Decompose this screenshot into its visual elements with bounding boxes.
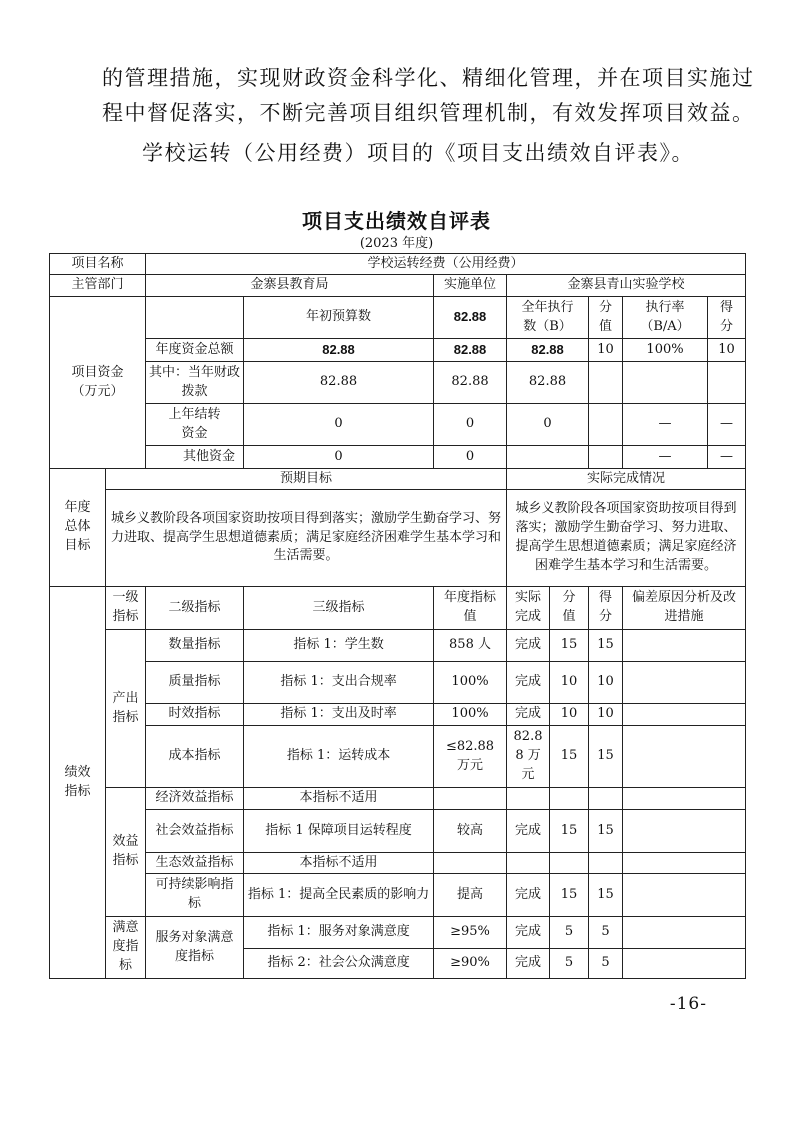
level1-header: 一级 指标 <box>106 587 146 630</box>
department-value: 金寨县教育局 <box>146 275 434 297</box>
score-label: 得 分 <box>708 297 746 339</box>
cost-l3: 指标 1：运转成本 <box>244 726 434 788</box>
total-funds-a: 82.88 <box>434 339 507 362</box>
cost-actual: 82.8 8 万 元 <box>507 726 550 788</box>
row-sustainable <box>50 874 746 917</box>
form-title: 项目支出绩效自评表 <box>302 209 491 233</box>
impl-unit-label: 实施单位 <box>434 275 507 297</box>
expected-goal-text: 城乡义教阶段各项国家资助按项目得到落实；激励学生勤奋学习、努力进取、提高学生思想道德素质；满足家庭经济困难学生基本学习和生活需要。 <box>106 490 507 587</box>
project-name-label: 项目名称 <box>50 254 146 275</box>
project-name-value: 学校运转经费（公用经费） <box>146 254 746 275</box>
carryover-label: 上年结转 资金 <box>146 404 244 446</box>
cost-value: 15 <box>550 726 589 788</box>
row-goal-header <box>50 469 746 490</box>
sustainable-actual: 完成 <box>507 874 550 917</box>
goal-label: 年度 总体 目标 <box>50 469 106 587</box>
social-l3: 指标 1 保障项目运转程度 <box>244 810 434 853</box>
social-l2: 社会效益指标 <box>146 810 244 853</box>
row-cost <box>50 726 746 788</box>
row-ecological <box>50 853 746 874</box>
department-label: 主管部门 <box>50 275 146 297</box>
public-value: 5 <box>550 949 589 979</box>
executed-label: 全年执行 数（B） <box>507 297 589 339</box>
actual-header: 实际 完成 <box>507 587 550 630</box>
total-funds-rate: 100% <box>623 339 708 362</box>
exec-rate-label: 执行率 （B/A） <box>623 297 708 339</box>
row-project-name <box>50 254 746 275</box>
carryover-a: 0 <box>434 404 507 446</box>
impl-unit-value: 金寨县青山实验学校 <box>507 275 746 297</box>
public-score: 5 <box>589 949 623 979</box>
score-value-label: 分 值 <box>589 297 623 339</box>
ecological-l3: 本指标不适用 <box>244 853 434 874</box>
fiscal-budget: 82.88 <box>244 362 434 404</box>
row-department <box>50 275 746 297</box>
output-group-label: 产出 指标 <box>106 630 146 788</box>
funds-label: 项目资金 （万元） <box>50 297 146 469</box>
public-target: ≥90% <box>434 949 507 979</box>
budget-initial-label: 年初预算数 <box>244 297 434 339</box>
intro-line-3: 学校运转（公用经费）项目的《项目支出绩效自评表》。 <box>142 141 694 165</box>
service-l2: 服务对象满意 度指标 <box>146 917 244 979</box>
row-other-funds <box>50 446 746 469</box>
social-target: 较高 <box>434 810 507 853</box>
fiscal-label: 其中：当年财政 拨款 <box>146 362 244 404</box>
carryover-b: 0 <box>507 404 589 446</box>
perf-label: 绩效 指标 <box>50 587 106 979</box>
ecological-l2: 生态效益指标 <box>146 853 244 874</box>
form-year: (2023 年度) <box>359 236 434 251</box>
intro-line-2: 程中督促落实，不断完善项目组织管理机制，有效发挥项目效益。 <box>102 101 755 125</box>
sustainable-score: 15 <box>589 874 623 917</box>
level3-header: 三级指标 <box>244 587 434 630</box>
sustainable-target: 提高 <box>434 874 507 917</box>
row-carryover <box>50 404 746 446</box>
row-perf-header <box>50 587 746 630</box>
row-goal-content <box>50 490 746 587</box>
row-fiscal <box>50 362 746 404</box>
public-l3: 指标 2：社会公众满意度 <box>244 949 434 979</box>
row-timeliness <box>50 704 746 726</box>
quality-value: 10 <box>550 662 589 704</box>
actual-goal-text: 城乡义教阶段各项国家资助按项目得到落实；激励学生勤奋学习、努力进取、提高学生思想道德素质；满足家庭经济困难学生基本学习和生活需要。 <box>507 490 746 587</box>
quantity-l3: 指标 1：学生数 <box>244 630 434 662</box>
timeliness-actual: 完成 <box>507 704 550 726</box>
expected-goal-label: 预期目标 <box>106 469 507 490</box>
carryover-budget: 0 <box>244 404 434 446</box>
row-economic <box>50 788 746 810</box>
timeliness-l2: 时效指标 <box>146 704 244 726</box>
other-funds-score: — <box>708 446 746 469</box>
social-score: 15 <box>589 810 623 853</box>
timeliness-l3: 指标 1：支出及时率 <box>244 704 434 726</box>
other-funds-budget: 0 <box>244 446 434 469</box>
quality-score: 10 <box>589 662 623 704</box>
service-target: ≥95% <box>434 917 507 949</box>
sustainable-l3: 指标 1：提高全民素质的影响力 <box>244 874 434 917</box>
deviation-header: 偏差原因分析及改 进措施 <box>623 587 746 630</box>
fiscal-a: 82.88 <box>434 362 507 404</box>
quality-actual: 完成 <box>507 662 550 704</box>
economic-l2: 经济效益指标 <box>146 788 244 810</box>
quality-l3: 指标 1：支出合规率 <box>244 662 434 704</box>
score-header: 得 分 <box>589 587 623 630</box>
cost-target: ≤82.88 万元 <box>434 726 507 788</box>
row-quality <box>50 662 746 704</box>
service-value: 5 <box>550 917 589 949</box>
sustainable-value: 15 <box>550 874 589 917</box>
cost-l2: 成本指标 <box>146 726 244 788</box>
value-header: 分 值 <box>550 587 589 630</box>
benefit-group-label: 效益 指标 <box>106 788 146 917</box>
quantity-l2: 数量指标 <box>146 630 244 662</box>
quantity-value: 15 <box>550 630 589 662</box>
economic-l3: 本指标不适用 <box>244 788 434 810</box>
actual-goal-label: 实际完成情况 <box>507 469 746 490</box>
quantity-target: 858 人 <box>434 630 507 662</box>
social-value: 15 <box>550 810 589 853</box>
funds-blank <box>146 297 244 339</box>
other-funds-rate: — <box>623 446 708 469</box>
row-funds-header <box>50 297 746 339</box>
timeliness-score: 10 <box>589 704 623 726</box>
carryover-score: — <box>708 404 746 446</box>
service-l3: 指标 1：服务对象满意度 <box>244 917 434 949</box>
total-funds-budget: 82.88 <box>244 339 434 362</box>
quality-l2: 质量指标 <box>146 662 244 704</box>
cost-score: 15 <box>589 726 623 788</box>
timeliness-target: 100% <box>434 704 507 726</box>
timeliness-value: 10 <box>550 704 589 726</box>
service-actual: 完成 <box>507 917 550 949</box>
other-funds-label: 其他资金 <box>146 446 244 469</box>
level2-header: 二级指标 <box>146 587 244 630</box>
total-funds-value: 10 <box>589 339 623 362</box>
quantity-actual: 完成 <box>507 630 550 662</box>
total-funds-label: 年度资金总额 <box>146 339 244 362</box>
carryover-rate: — <box>623 404 708 446</box>
target-header: 年度指标 值 <box>434 587 507 630</box>
service-score: 5 <box>589 917 623 949</box>
quality-target: 100% <box>434 662 507 704</box>
social-actual: 完成 <box>507 810 550 853</box>
row-service <box>50 917 746 949</box>
satisfaction-group-label: 满意 度指 标 <box>106 917 146 979</box>
evaluation-table <box>49 253 746 979</box>
page-number: -16- <box>669 994 707 1014</box>
row-quantity <box>50 630 746 662</box>
other-funds-a: 0 <box>434 446 507 469</box>
public-actual: 完成 <box>507 949 550 979</box>
funds-header-a: 82.88 <box>434 297 507 339</box>
quantity-score: 15 <box>589 630 623 662</box>
total-funds-score: 10 <box>708 339 746 362</box>
sustainable-l2: 可持续影响指 标 <box>146 874 244 917</box>
row-social <box>50 810 746 853</box>
fiscal-b: 82.88 <box>507 362 589 404</box>
row-total-funds <box>50 339 746 362</box>
total-funds-b: 82.88 <box>507 339 589 362</box>
intro-line-1: 的管理措施，实现财政资金科学化、精细化管理，并在项目实施过 <box>102 66 755 90</box>
